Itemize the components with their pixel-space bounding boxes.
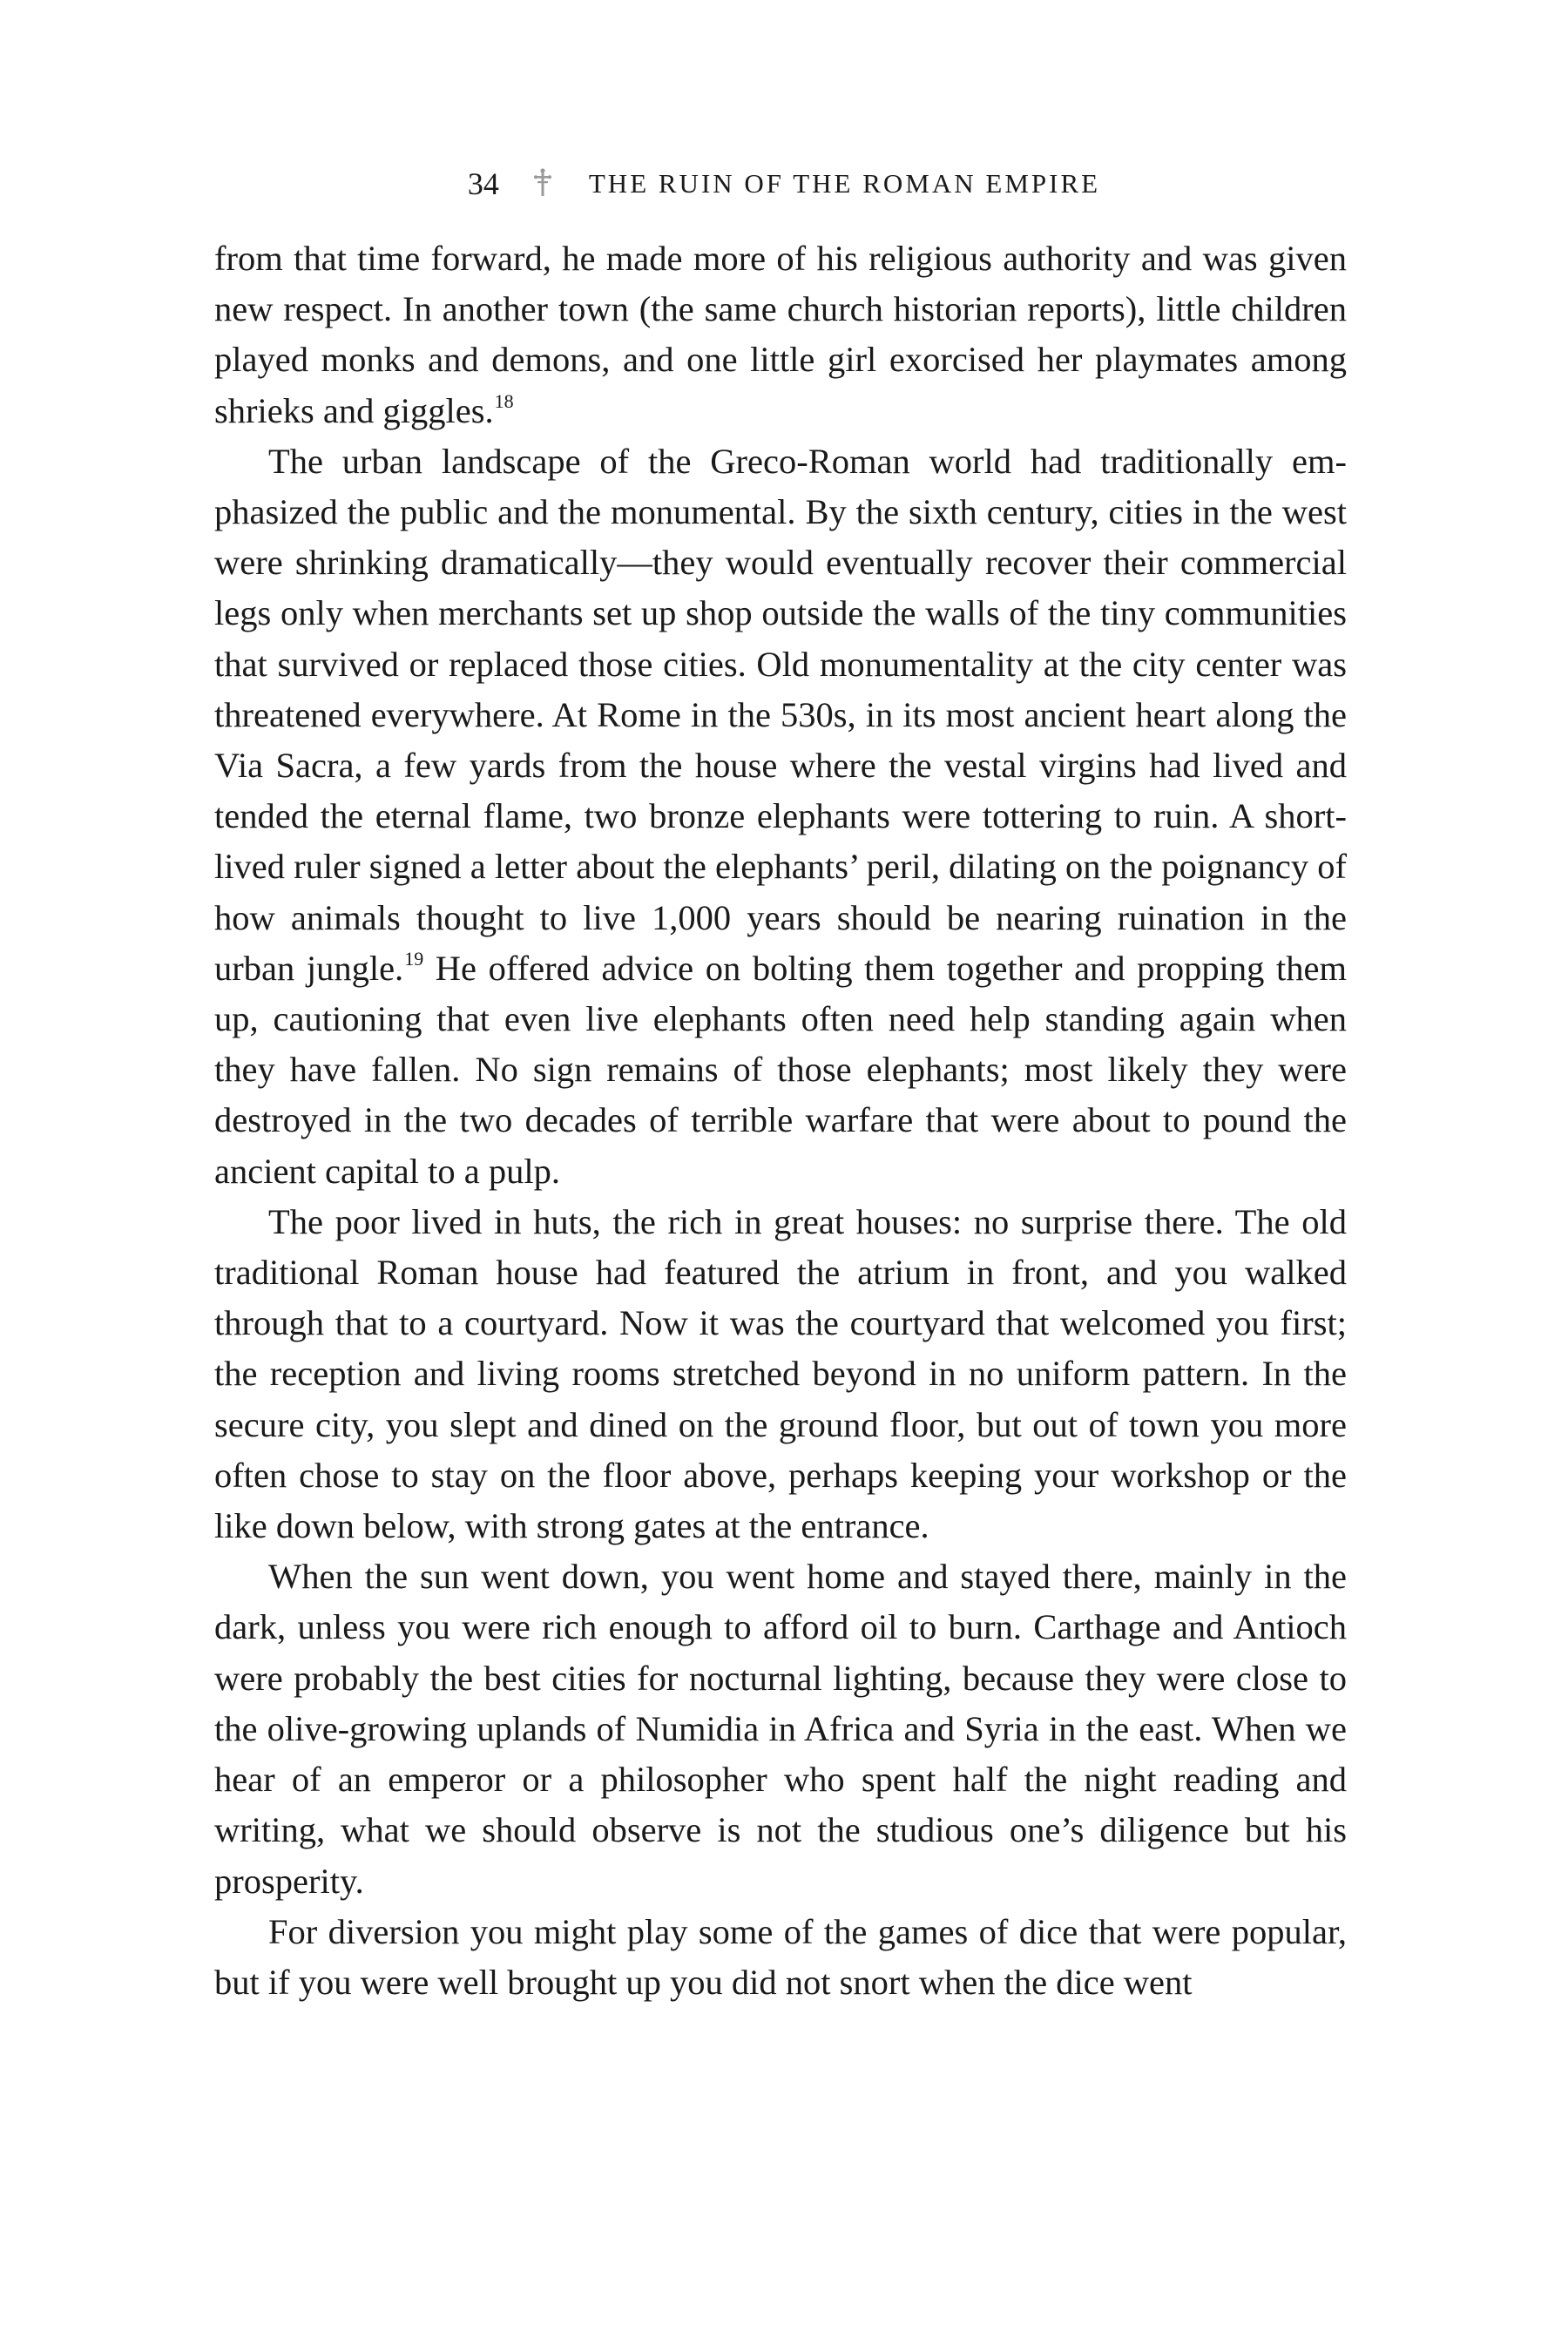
paragraph-2 bbox=[214, 436, 1347, 1197]
dagger-ornament-icon bbox=[533, 168, 552, 198]
paragraph-3: The poor lived in huts, the rich in great houses: no surprise there. The old traditional Roman house had featured the atrium in front, and you walked through that to a courtyard. Now it was the courtyard that welcomed you first; the reception and living rooms stretched beyond in no uniform pattern. In the secure city, you slept and dined on the ground floor, but out of town you more often chose to stay on the floor above, perhaps keeping your workshop or the like down below, with strong gates at the entrance. bbox=[214, 1201, 1347, 1546]
body-text bbox=[214, 233, 1347, 2008]
running-head bbox=[0, 166, 1568, 202]
paragraph-2-text-a: The urban landscape of the Greco-Roman world had traditionally emphasized the public and the monumental. By the sixth century, cities in the west were shrinking dramatically—they would eventually recover their commercial legs only when merchants set up shop outside the walls of the tiny communities that survived or replaced those cities. Old monumentality at the city center was threatened everywhere. At Rome in the 530s, in its most ancient heart along the Via Sacra, a few yards from the house where the vestal virgins had lived and tended the eternal flame, two bronze elephants were tottering to ruin. A short-lived ruler signed a letter about the elephants’ peril, dilating on the poignancy of how animals thought to live 1,000 years should be nearing ruination in the urban jungle. bbox=[214, 441, 1347, 988]
page-number: 34 bbox=[467, 166, 499, 201]
footnote-ref-19[interactable]: 19 bbox=[404, 947, 424, 970]
paragraph-1 bbox=[214, 233, 1347, 436]
paragraph-4: When the sun went down, you went home and stayed there, mainly in the dark, unless you were rich enough to afford oil to burn. Carthage and Antioch were probably the best cities for nocturnal lighting, because they were close to the olive-growing uplands of Numidia in Africa and Syria in the east. When we hear of an emperor or a philosopher who spent half the night reading and writing, what we should observe is not the studious one’s diligence but his prosperity. bbox=[214, 1557, 1347, 1901]
paragraph-2-text-b: He offered advice on bolting them together and propping them up, cautioning that even live elephants often need help standing again when they have fallen. No sign remains of those elephants; most likely they were destroyed in the two decades of terrible warfare that were about to pound the ancient capital to a pulp. bbox=[214, 948, 1347, 1191]
paragraph-5: For diversion you might play some of the games of dice that were popular, but if you were well brought up you did not snort when the dice went bbox=[214, 1911, 1347, 2002]
footnote-ref-18[interactable]: 18 bbox=[494, 389, 514, 412]
running-title: THE RUIN OF THE ROMAN EMPIRE bbox=[588, 168, 1101, 199]
paragraph-1-text: from that time forward, he made more of his religious authority and was given new respect. In another town (the same church historian reports), little children played monks and demons, and one little girl exorcised her playmates among shrieks and giggles. bbox=[214, 239, 1347, 430]
